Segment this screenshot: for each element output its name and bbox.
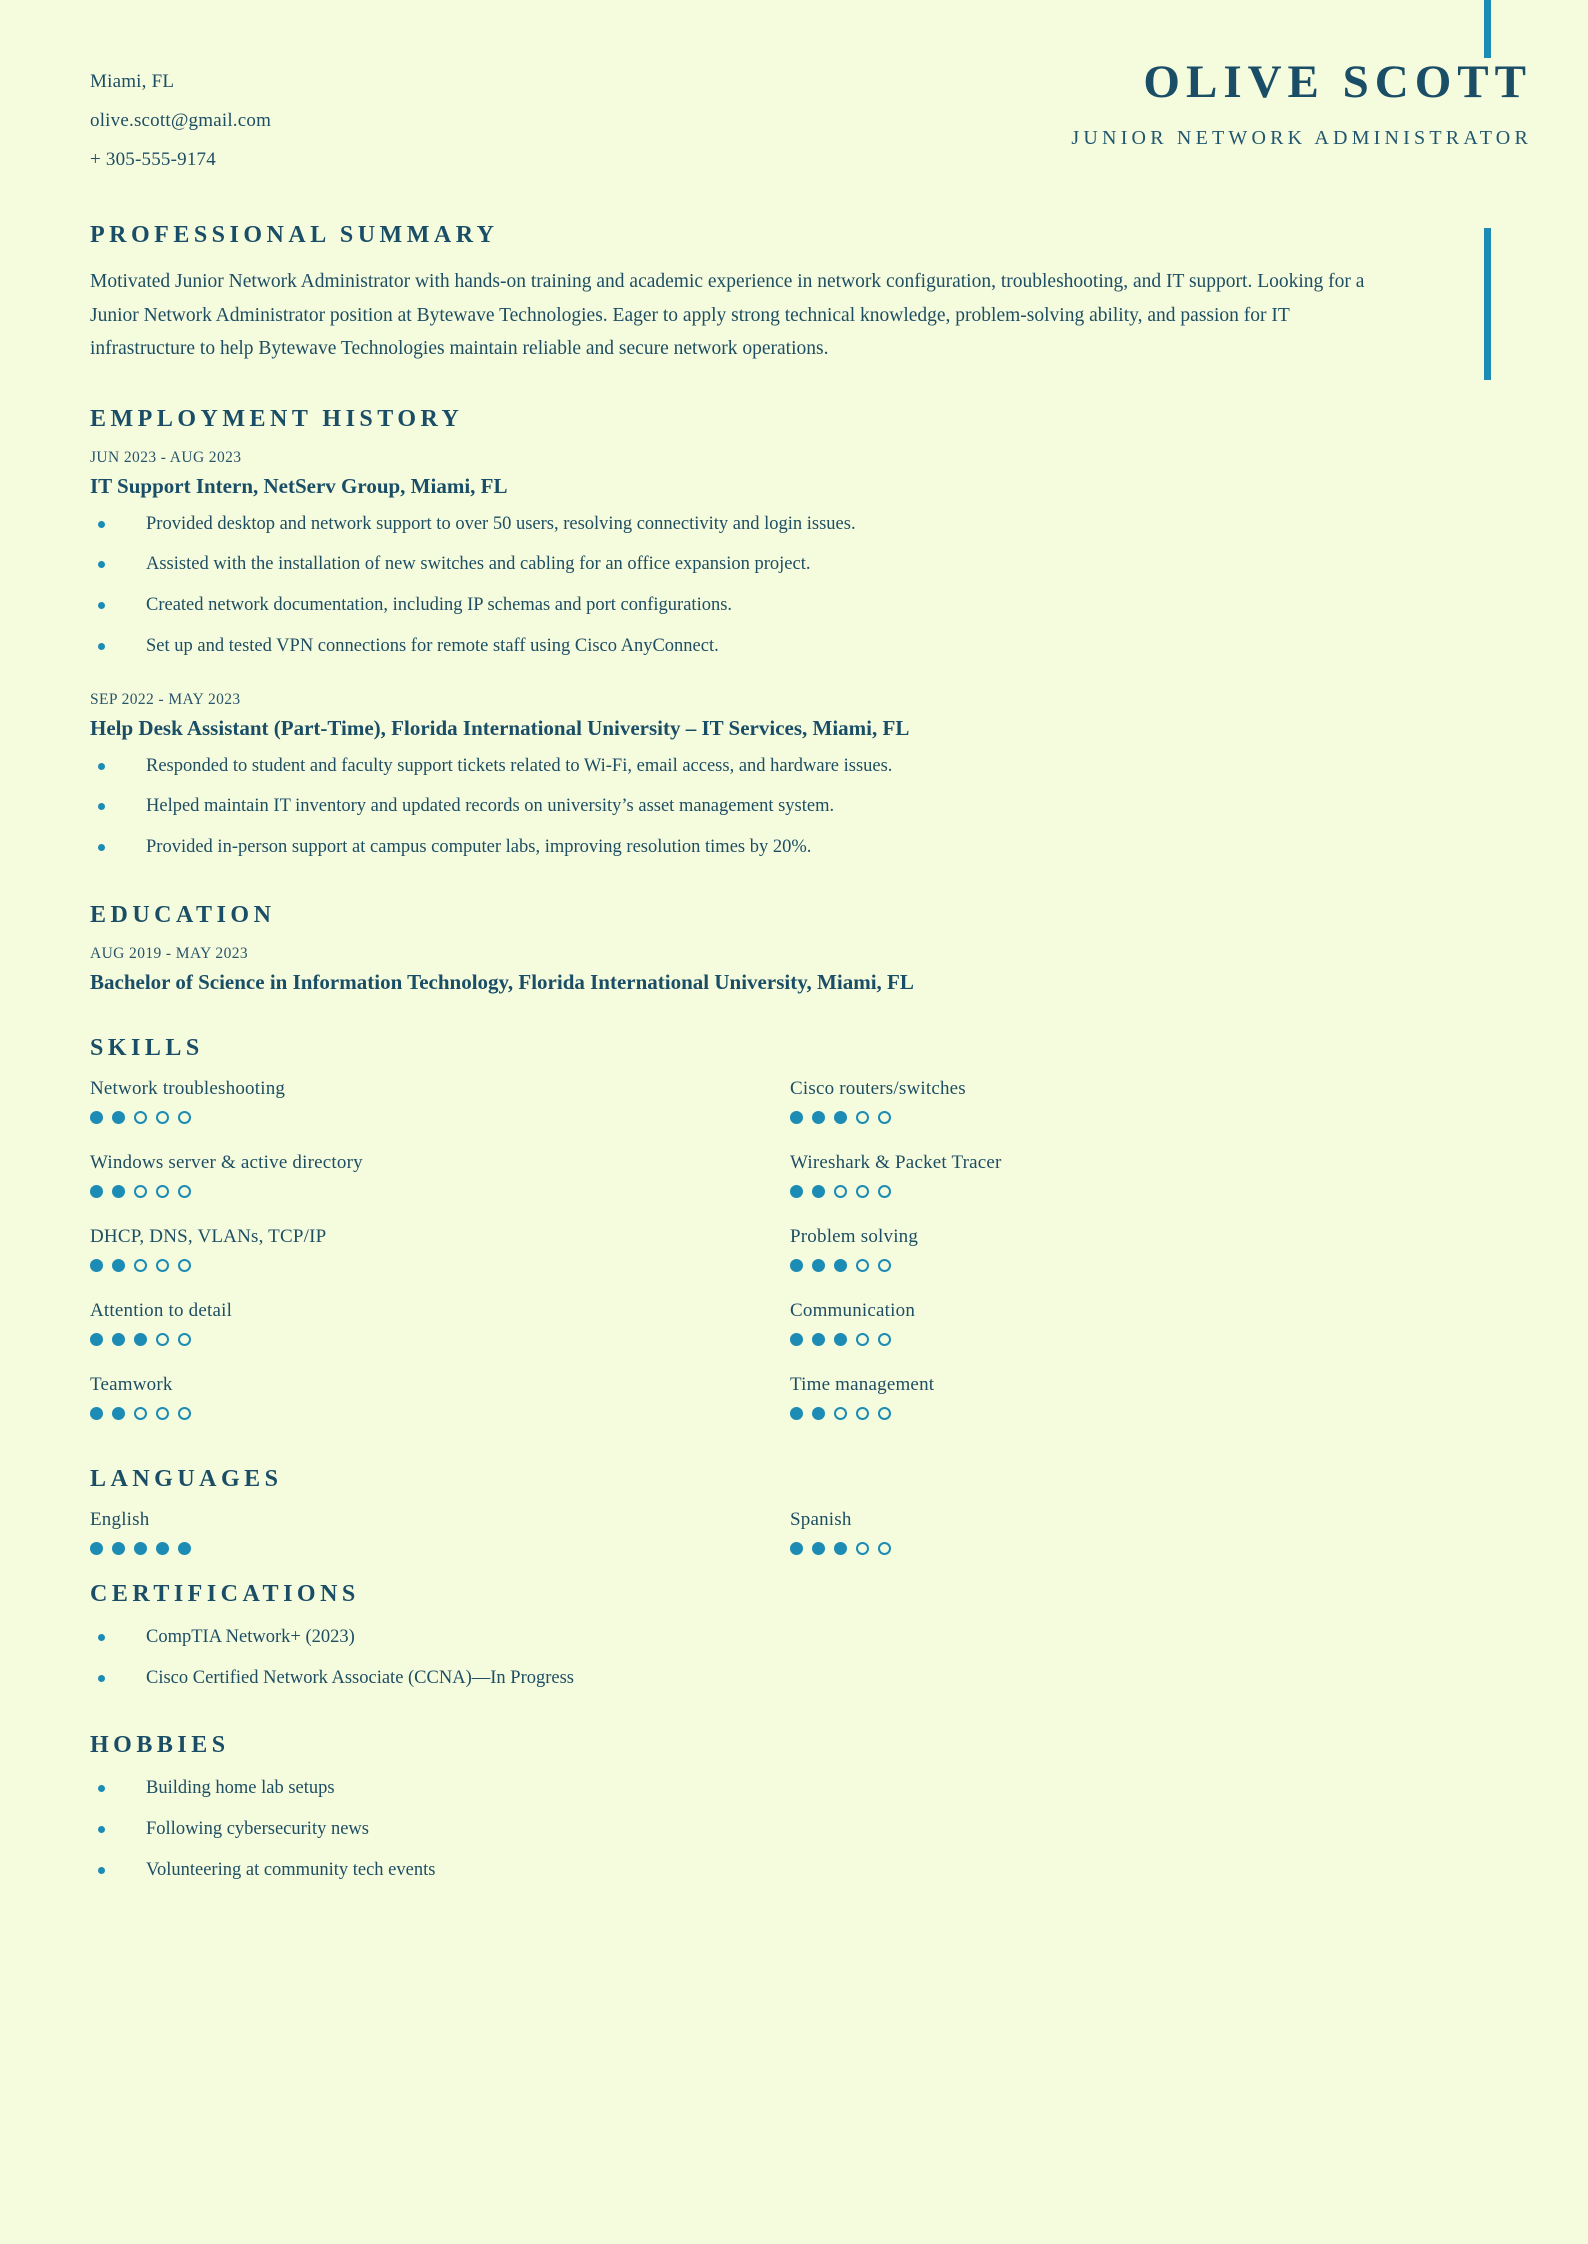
section-skills bbox=[90, 1035, 1430, 1448]
rating-dot-filled bbox=[112, 1111, 125, 1124]
employment-entry-title: IT Support Intern, NetServ Group, Miami, FL bbox=[90, 473, 508, 498]
skill-label: Network troubleshooting bbox=[90, 1077, 286, 1099]
skill-item bbox=[790, 1226, 1490, 1272]
list-item-text: Set up and tested VPN connections for remote staff using Cisco AnyConnect. bbox=[146, 635, 719, 656]
education-entry-date: AUG 2019 - MAY 2023 bbox=[90, 944, 249, 962]
rating-dot-empty bbox=[156, 1259, 169, 1272]
rating-dot-filled bbox=[790, 1185, 803, 1198]
languages-grid bbox=[90, 1509, 1430, 1555]
skill-label: Windows server & active directory bbox=[90, 1151, 363, 1173]
section-title-languages: LANGUAGES bbox=[90, 1465, 283, 1492]
rating-dot-empty bbox=[178, 1333, 191, 1346]
section-title-summary: PROFESSIONAL SUMMARY bbox=[90, 222, 499, 248]
bullet-dot-icon bbox=[98, 1867, 105, 1874]
bullet-dot-icon bbox=[98, 763, 105, 770]
rating-dot-filled bbox=[112, 1259, 125, 1272]
language-rating bbox=[90, 1542, 790, 1555]
certifications-list bbox=[98, 1624, 1430, 1693]
section-certifications bbox=[90, 1581, 1430, 1693]
skill-label: Teamwork bbox=[90, 1373, 173, 1395]
language-item bbox=[90, 1509, 790, 1555]
bullet-dot-icon bbox=[98, 521, 105, 528]
skill-rating bbox=[790, 1333, 1490, 1346]
skill-rating bbox=[790, 1259, 1490, 1272]
list-item bbox=[98, 551, 1430, 579]
contact-phone[interactable]: + 305-555-9174 bbox=[90, 149, 216, 170]
employment-entry-bullets bbox=[98, 511, 1430, 661]
section-title-skills: SKILLS bbox=[90, 1034, 204, 1061]
language-label: Spanish bbox=[790, 1508, 852, 1530]
rating-dot-filled bbox=[90, 1333, 103, 1346]
skills-grid bbox=[90, 1078, 1430, 1448]
skill-label: Problem solving bbox=[790, 1225, 919, 1247]
rating-dot-empty bbox=[834, 1185, 847, 1198]
list-item bbox=[98, 633, 1430, 661]
bullet-dot-icon bbox=[98, 643, 105, 650]
list-item-text: Cisco Certified Network Associate (CCNA)—In Progress bbox=[146, 1667, 575, 1688]
rating-dot-filled bbox=[112, 1333, 125, 1346]
skill-label: Wireshark & Packet Tracer bbox=[790, 1151, 1002, 1173]
rating-dot-filled bbox=[134, 1333, 147, 1346]
education-entry-title: Bachelor of Science in Information Technology, Florida International University, Miami, FL bbox=[90, 969, 914, 994]
rating-dot-empty bbox=[134, 1111, 147, 1124]
rating-dot-empty bbox=[878, 1111, 891, 1124]
list-item-text: Responded to student and faculty support tickets related to Wi-Fi, email access, and hardware issues. bbox=[146, 755, 893, 776]
rating-dot-empty bbox=[856, 1407, 869, 1420]
section-title-certifications: CERTIFICATIONS bbox=[90, 1580, 360, 1607]
section-hobbies bbox=[90, 1732, 1430, 1884]
rating-dot-filled bbox=[834, 1259, 847, 1272]
employment-entry bbox=[90, 691, 1430, 862]
rating-dot-empty bbox=[134, 1185, 147, 1198]
rating-dot-filled bbox=[90, 1259, 103, 1272]
skill-item bbox=[90, 1300, 790, 1346]
rating-dot-empty bbox=[878, 1333, 891, 1346]
hobbies-list bbox=[98, 1775, 1430, 1884]
list-item-text: Volunteering at community tech events bbox=[146, 1859, 436, 1880]
rating-dot-empty bbox=[156, 1407, 169, 1420]
skill-rating bbox=[90, 1111, 790, 1124]
employment-entry-bullets bbox=[98, 753, 1430, 862]
list-item bbox=[98, 793, 1430, 821]
rating-dot-filled bbox=[178, 1542, 191, 1555]
list-item-text: Building home lab setups bbox=[146, 1778, 335, 1799]
rating-dot-filled bbox=[90, 1542, 103, 1555]
skill-label: DHCP, DNS, VLANs, TCP/IP bbox=[90, 1225, 327, 1247]
bullet-dot-icon bbox=[98, 602, 105, 609]
candidate-job-title: JUNIOR NETWORK ADMINISTRATOR bbox=[1071, 127, 1532, 150]
rating-dot-filled bbox=[790, 1542, 803, 1555]
rating-dot-empty bbox=[834, 1407, 847, 1420]
section-summary bbox=[90, 222, 1430, 366]
rating-dot-empty bbox=[878, 1259, 891, 1272]
rating-dot-filled bbox=[812, 1542, 825, 1555]
candidate-name: OLIVE SCOTT bbox=[1143, 56, 1532, 108]
rating-dot-empty bbox=[878, 1542, 891, 1555]
rating-dot-empty bbox=[856, 1542, 869, 1555]
skill-item bbox=[790, 1300, 1490, 1346]
bullet-dot-icon bbox=[98, 1826, 105, 1833]
resume-header bbox=[0, 0, 1588, 200]
rating-dot-empty bbox=[156, 1185, 169, 1198]
resume-body bbox=[90, 222, 1430, 1925]
skill-item bbox=[90, 1374, 790, 1420]
skill-label: Cisco routers/switches bbox=[790, 1077, 966, 1099]
skill-item bbox=[90, 1152, 790, 1198]
skill-rating bbox=[90, 1407, 790, 1420]
rating-dot-filled bbox=[134, 1542, 147, 1555]
rating-dot-filled bbox=[112, 1542, 125, 1555]
rating-dot-filled bbox=[790, 1407, 803, 1420]
rating-dot-filled bbox=[90, 1185, 103, 1198]
bullet-dot-icon bbox=[98, 1785, 105, 1792]
bullet-dot-icon bbox=[98, 1634, 105, 1641]
contact-location: Miami, FL bbox=[90, 71, 175, 92]
list-item bbox=[98, 592, 1430, 620]
list-item bbox=[98, 1857, 1430, 1885]
skill-rating bbox=[790, 1185, 1490, 1198]
rating-dot-filled bbox=[812, 1259, 825, 1272]
list-item bbox=[98, 511, 1430, 539]
contact-block bbox=[90, 72, 271, 189]
accent-bar-second bbox=[1484, 228, 1491, 380]
rating-dot-empty bbox=[178, 1185, 191, 1198]
list-item-text: CompTIA Network+ (2023) bbox=[146, 1626, 355, 1647]
skill-label: Attention to detail bbox=[90, 1299, 233, 1321]
bullet-dot-icon bbox=[98, 1675, 105, 1682]
skill-rating bbox=[790, 1111, 1490, 1124]
rating-dot-filled bbox=[812, 1111, 825, 1124]
list-item bbox=[98, 1665, 1430, 1693]
section-title-employment: EMPLOYMENT HISTORY bbox=[90, 405, 464, 432]
rating-dot-empty bbox=[178, 1111, 191, 1124]
section-education bbox=[90, 902, 1430, 995]
employment-entry-date: SEP 2022 - MAY 2023 bbox=[90, 690, 241, 708]
skill-rating bbox=[90, 1185, 790, 1198]
list-item bbox=[98, 834, 1430, 862]
skill-item bbox=[790, 1374, 1490, 1420]
rating-dot-empty bbox=[134, 1407, 147, 1420]
rating-dot-filled bbox=[834, 1111, 847, 1124]
rating-dot-empty bbox=[156, 1111, 169, 1124]
section-title-hobbies: HOBBIES bbox=[90, 1732, 230, 1759]
skill-item bbox=[790, 1078, 1490, 1124]
bullet-dot-icon bbox=[98, 561, 105, 568]
list-item-text: Created network documentation, including IP schemas and port configurations. bbox=[146, 595, 733, 616]
skill-rating bbox=[90, 1333, 790, 1346]
rating-dot-filled bbox=[812, 1185, 825, 1198]
rating-dot-filled bbox=[834, 1542, 847, 1555]
rating-dot-filled bbox=[790, 1333, 803, 1346]
list-item bbox=[98, 1816, 1430, 1844]
list-item-text: Assisted with the installation of new switches and cabling for an office expansion project. bbox=[146, 554, 811, 575]
rating-dot-filled bbox=[790, 1111, 803, 1124]
rating-dot-empty bbox=[856, 1259, 869, 1272]
list-item-text: Provided in-person support at campus computer labs, improving resolution times by 20%. bbox=[146, 837, 812, 858]
rating-dot-filled bbox=[112, 1185, 125, 1198]
skill-item bbox=[90, 1226, 790, 1272]
bullet-dot-icon bbox=[98, 803, 105, 810]
skill-label: Time management bbox=[790, 1373, 935, 1395]
list-item-text: Following cybersecurity news bbox=[146, 1819, 369, 1840]
section-languages bbox=[90, 1466, 1430, 1555]
skill-item bbox=[90, 1078, 790, 1124]
summary-text: Motivated Junior Network Administrator with hands-on training and academic experience in network configuration, troubleshooting, and IT support. Looking for a Junior Network Administrator position at Bytewave Technologies. Eager to apply strong technical knowledge, problem-solving ability, and passion for IT infrastructure to help Bytewave Technologies maintain reliable and secure network operations. bbox=[90, 271, 1365, 360]
list-item-text: Helped maintain IT inventory and updated records on university’s asset management system. bbox=[146, 796, 835, 817]
language-item bbox=[790, 1509, 1490, 1555]
employment-entry bbox=[90, 449, 1430, 661]
rating-dot-filled bbox=[812, 1333, 825, 1346]
skill-item bbox=[790, 1152, 1490, 1198]
contact-email[interactable]: olive.scott@gmail.com bbox=[90, 110, 272, 131]
language-label: English bbox=[90, 1508, 150, 1530]
rating-dot-empty bbox=[856, 1111, 869, 1124]
skill-label: Communication bbox=[790, 1299, 916, 1321]
rating-dot-empty bbox=[856, 1185, 869, 1198]
section-employment bbox=[90, 406, 1430, 862]
rating-dot-empty bbox=[856, 1333, 869, 1346]
rating-dot-filled bbox=[834, 1333, 847, 1346]
rating-dot-filled bbox=[112, 1407, 125, 1420]
rating-dot-filled bbox=[90, 1111, 103, 1124]
rating-dot-filled bbox=[156, 1542, 169, 1555]
rating-dot-empty bbox=[878, 1185, 891, 1198]
list-item bbox=[98, 1624, 1430, 1652]
section-title-education: EDUCATION bbox=[90, 901, 276, 928]
rating-dot-filled bbox=[790, 1259, 803, 1272]
skill-rating bbox=[90, 1259, 790, 1272]
language-rating bbox=[790, 1542, 1490, 1555]
list-item bbox=[98, 753, 1430, 781]
employment-entry-date: JUN 2023 - AUG 2023 bbox=[90, 448, 242, 466]
list-item bbox=[98, 1775, 1430, 1803]
rating-dot-filled bbox=[90, 1407, 103, 1420]
name-block bbox=[1071, 58, 1532, 150]
rating-dot-empty bbox=[134, 1259, 147, 1272]
rating-dot-empty bbox=[178, 1407, 191, 1420]
rating-dot-empty bbox=[878, 1407, 891, 1420]
bullet-dot-icon bbox=[98, 844, 105, 851]
rating-dot-empty bbox=[156, 1333, 169, 1346]
education-entry bbox=[90, 945, 1430, 995]
rating-dot-filled bbox=[812, 1407, 825, 1420]
list-item-text: Provided desktop and network support to over 50 users, resolving connectivity and login issues. bbox=[146, 513, 856, 534]
employment-entry-title: Help Desk Assistant (Part-Time), Florida International University – IT Services, Miami, FL bbox=[90, 715, 910, 740]
rating-dot-empty bbox=[178, 1259, 191, 1272]
skill-rating bbox=[790, 1407, 1490, 1420]
